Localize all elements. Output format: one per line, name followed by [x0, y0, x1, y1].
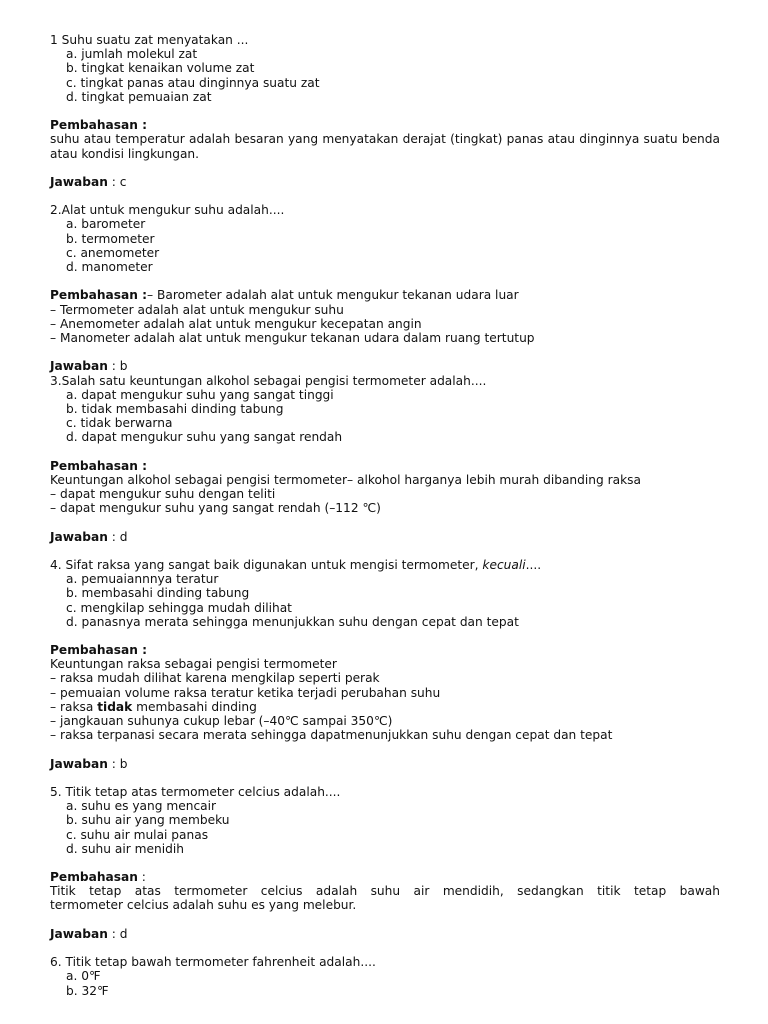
q2-answer-label: Jawaban — [50, 359, 108, 374]
q4-discussion-line: – raksa mudah dilihat karena mengkilap seperti perak — [50, 671, 380, 686]
q2-discussion-line: – Manometer adalah alat untuk mengukur tekanan udara dalam ruang tertutup — [50, 330, 535, 345]
q4-answer — [50, 757, 720, 771]
q4-question-start: 4. Sifat raksa yang sangat baik digunakan untuk mengisi termometer, — [50, 557, 483, 572]
q2-answer-value: : b — [107, 359, 128, 374]
question-2: 2.Alat untuk mengukur suhu adalah.... — [50, 203, 285, 218]
q5-discussion-line-2: termometer celcius adalah suhu es yang melebur. — [50, 898, 357, 913]
question-1: 1 Suhu suatu zat menyatakan ... — [50, 33, 249, 47]
q2-option-a: a. barometer — [66, 217, 146, 232]
q5-discussion-label: Pembahasan — [50, 870, 138, 885]
q2-discussion-line: – Anemometer adalah alat untuk mengukur kecepatan angin — [50, 316, 422, 331]
q4-discussion-label: Pembahasan : — [50, 643, 148, 658]
q3-answer-label: Jawaban — [50, 529, 108, 544]
q5-answer-value: : d — [107, 926, 128, 941]
q1-option-b: b. tingkat kenaikan volume zat — [66, 61, 255, 76]
question-4 — [50, 558, 720, 572]
q2-discussion-first — [50, 288, 720, 302]
q2-discussion-line: – Termometer adalah alat untuk mengukur suhu — [50, 302, 344, 317]
q2-answer — [50, 359, 720, 373]
q1-answer — [50, 175, 720, 189]
q4-option-a: a. pemuaiannnya teratur — [66, 572, 219, 587]
q3-option-d: d. dapat mengukur suhu yang sangat rendah — [66, 430, 343, 445]
question-5: 5. Titik tetap atas termometer celcius adalah.... — [50, 784, 341, 799]
q5-discussion-label-tail: : — [137, 870, 146, 885]
q4-discussion-line: – raksa terpanasi secara merata sehingga dapatmenunjukkan suhu dengan cepat dan tepat — [50, 728, 613, 743]
q4-answer-value: : b — [107, 756, 128, 771]
q1-answer-label: Jawaban — [50, 174, 108, 189]
q3-discussion-line: Keuntungan alkohol sebagai pengisi termometer– alkohol harganya lebih murah dibanding raksa — [50, 472, 641, 487]
document-page — [50, 33, 720, 998]
q4-question-end: .... — [525, 557, 542, 572]
q4-discussion-line: Keuntungan raksa sebagai pengisi termometer — [50, 657, 337, 672]
q5-answer — [50, 927, 720, 941]
q3-discussion-label: Pembahasan : — [50, 458, 148, 473]
q5-option-c: c. suhu air mulai panas — [66, 827, 209, 842]
q1-option-d: d. tingkat pemuaian zat — [66, 89, 212, 104]
q3-discussion-line: – dapat mengukur suhu yang sangat rendah (–112 ℃) — [50, 501, 381, 516]
q1-option-a: a. jumlah molekul zat — [66, 47, 198, 62]
question-6: 6. Titik tetap bawah termometer fahrenheit adalah.... — [50, 955, 376, 970]
q4-discussion-line: – pemuaian volume raksa teratur ketika terjadi perubahan suhu — [50, 685, 441, 700]
q1-answer-value: : c — [107, 174, 127, 189]
q4-option-d: d. panasnya merata sehingga menunjukkan suhu dengan cepat dan tepat — [66, 614, 519, 629]
q5-option-a: a. suhu es yang mencair — [66, 799, 217, 814]
q1-discussion-label: Pembahasan : — [50, 118, 148, 133]
q4-answer-label: Jawaban — [50, 756, 108, 771]
q4-question-italic: kecuali — [482, 557, 526, 572]
q4-tidak-bold: tidak — [97, 699, 133, 714]
q6-option-b: b. 32℉ — [66, 983, 109, 998]
q4-tidak-pre: – raksa — [50, 699, 98, 714]
q2-option-b: b. termometer — [66, 231, 155, 246]
q6-option-a: a. 0℉ — [66, 969, 101, 984]
q1-option-c: c. tingkat panas atau dinginnya suatu zat — [66, 75, 320, 90]
q2-discussion-label: Pembahasan : — [50, 288, 148, 303]
q3-option-b: b. tidak membasahi dinding tabung — [66, 401, 284, 416]
q3-option-c: c. tidak berwarna — [66, 416, 173, 431]
q4-discussion-line: – jangkauan suhunya cukup lebar (–40℃ sampai 350℃) — [50, 714, 393, 729]
q2-discussion-first-text: – Barometer adalah alat untuk mengukur tekanan udara luar — [147, 288, 519, 303]
q5-answer-label: Jawaban — [50, 926, 108, 941]
q3-answer-value: : d — [107, 529, 128, 544]
q3-option-a: a. dapat mengukur suhu yang sangat tinggi — [66, 387, 334, 402]
q5-option-d: d. suhu air menidih — [66, 841, 184, 856]
q1-discussion: suhu atau temperatur adalah besaran yang menyatakan derajat (tingkat) panas atau dinginnya suatu benda atau kondisi lingkungan. — [50, 132, 720, 161]
q5-discussion-label-line — [50, 870, 720, 884]
q5-option-b: b. suhu air yang membeku — [66, 813, 230, 828]
q2-option-c: c. anemometer — [66, 245, 160, 260]
q4-option-c: c. mengkilap sehingga mudah dilihat — [66, 600, 292, 615]
q4-tidak-post: membasahi dinding — [132, 699, 257, 714]
q4-discussion-line-tidak — [50, 700, 720, 714]
q3-discussion-line: – dapat mengukur suhu dengan teliti — [50, 487, 276, 502]
q3-answer — [50, 530, 720, 544]
q2-option-d: d. manometer — [66, 260, 153, 275]
q4-option-b: b. membasahi dinding tabung — [66, 586, 250, 601]
q5-discussion-line-1: Titik tetap atas termometer celcius adalah suhu air mendidih, sedangkan titik tetap bawah — [50, 884, 720, 899]
question-3: 3.Salah satu keuntungan alkohol sebagai pengisi termometer adalah.... — [50, 373, 487, 388]
